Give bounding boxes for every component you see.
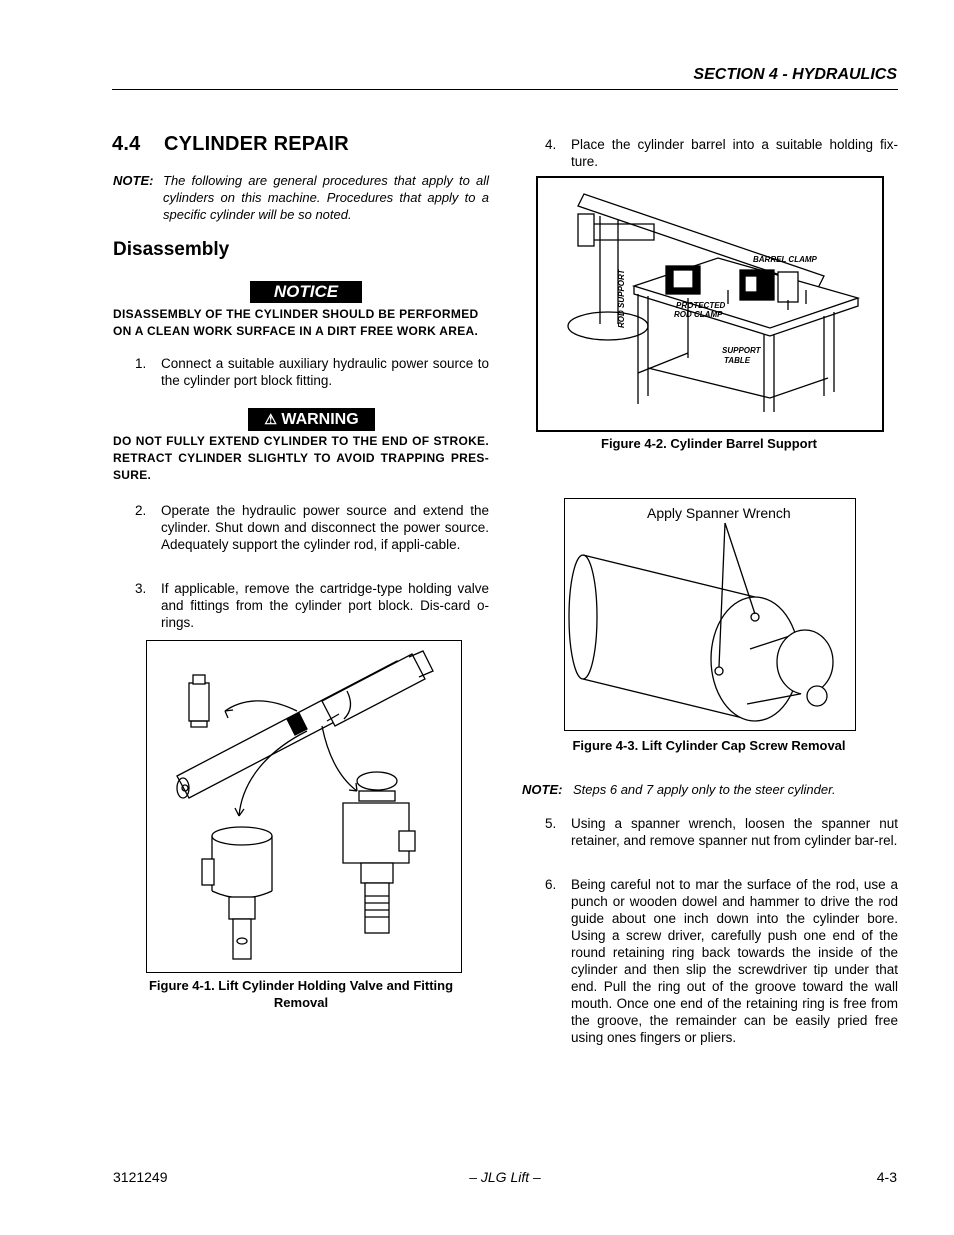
section-title-text: CYLINDER REPAIR <box>164 133 349 155</box>
label-rod-support: ROD SUPPORT <box>617 269 626 328</box>
warning-text: DO NOT FULLY EXTEND CYLINDER TO THE END OF STROKE. RETRACT CYLINDER SLIGHTLY TO AVOID TRAPPING PRES-SURE. <box>113 434 489 482</box>
subheading-disassembly: Disassembly <box>113 239 230 260</box>
step-3: 3. If applicable, remove the cartridge-type holding valve and fittings from the cylinder port block. Dis-card o-rings. <box>135 581 489 630</box>
notice-text: DISASSEMBLY OF THE CYLINDER SHOULD BE PERFORMED ON A CLEAN WORK SURFACE IN A DIRT FREE WORK AREA. <box>113 307 479 338</box>
note2-label: NOTE: <box>522 782 563 797</box>
step-2: 2. Operate the hydraulic power source and extend the cylinder. Shut down and disconnect the power source. Adequately support the cylinder rod, if appli-cable. <box>135 503 489 552</box>
section-number: 4.4 <box>112 133 141 155</box>
figure-4-1-box <box>146 640 462 973</box>
label-apply-spanner: Apply Spanner Wrench <box>647 505 791 521</box>
step-5: 5. Using a spanner wrench, loosen the spanner nut retainer, and remove spanner nut from cylinder bar-rel. <box>545 816 898 848</box>
step-6: 6. Being careful not to mar the surface of the rod, use a punch or wooden dowel and hammer to drive the rod guide about one inch down into the cylinder bore. Using a screw driver, carefully push one end of the round retaining ring back towards the inside of the cylinder and then slip the screwdriver tip under that end. Pull the ring out of the groove toward the wall mouth. Once one end of the retaining ring is free from the groove, the remainder can be easily pried free using ones fingers or pliers. <box>545 877 898 1045</box>
holding-valve-illustration <box>147 641 461 972</box>
label-support: SUPPORT <box>722 346 761 355</box>
figure-4-3-caption: Figure 4-3. Lift Cylinder Cap Screw Removal <box>572 738 846 753</box>
header-rule <box>112 89 898 90</box>
figure-4-3-box <box>564 498 856 731</box>
section-title <box>112 133 349 156</box>
section-header: SECTION 4 - HYDRAULICS <box>693 66 897 83</box>
note-label: NOTE: <box>113 173 154 188</box>
footer-page-number: 4-3 <box>876 1169 897 1185</box>
cap-screw-illustration <box>565 499 855 730</box>
warning-badge: ⚠ WARNING <box>248 408 375 431</box>
figure-4-2-box <box>536 176 884 432</box>
barrel-support-illustration <box>538 178 882 430</box>
note-steer <box>522 781 898 798</box>
note2-text: Steps 6 and 7 apply only to the steer cylinder. <box>573 782 836 797</box>
warning-triangle-icon: ⚠ <box>264 411 277 427</box>
label-table: TABLE <box>724 356 751 365</box>
label-protected: PROTECTED <box>676 301 726 310</box>
figure-4-2-caption: Figure 4-2. Cylinder Barrel Support <box>601 436 817 451</box>
note-general <box>113 172 489 224</box>
footer-brand: – JLG Lift – <box>469 1169 541 1185</box>
step-1: 1. Connect a suitable auxiliary hydraulic power source to the cylinder port block fitting. <box>135 356 489 388</box>
footer-doc-number: 3121249 <box>113 1169 168 1185</box>
figure-4-1-caption: Figure 4-1. Lift Cylinder Holding Valve and Fitting Removal <box>148 978 454 1010</box>
note-text: The following are general procedures that apply to all cylinders on this machine. Procedures that apply to a specific cylinder will be so noted. <box>163 173 489 222</box>
label-barrel-clamp: BARREL CLAMP <box>753 255 817 264</box>
notice-badge: NOTICE <box>250 281 362 303</box>
step-4: 4. Place the cylinder barrel into a suitable holding fix-ture. <box>545 137 898 169</box>
label-rod-clamp: ROD CLAMP <box>674 310 723 319</box>
